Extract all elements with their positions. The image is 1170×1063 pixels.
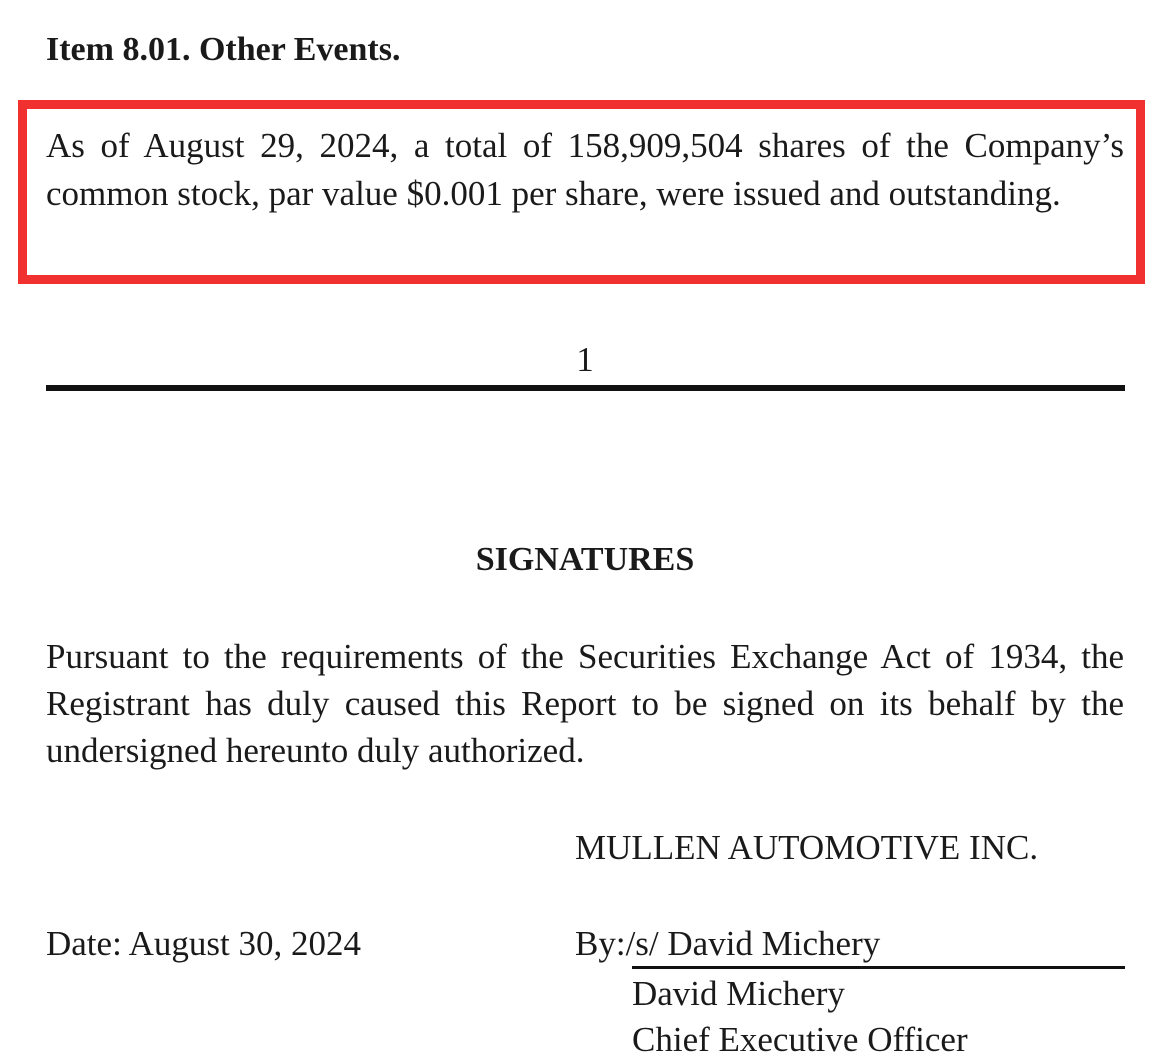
signature-date: Date: August 30, 2024 (46, 924, 361, 963)
company-name: MULLEN AUTOMOTIVE INC. (575, 828, 1039, 867)
signer-title: Chief Executive Officer (632, 1020, 968, 1059)
signatures-title: SIGNATURES (475, 541, 695, 578)
signer-name: David Michery (632, 974, 845, 1013)
page-number: 1 (576, 340, 594, 379)
page-divider (46, 385, 1125, 391)
highlighted-paragraph: As of August 29, 2024, a total of 158,909,504 shares of the Company’s common stock, par value $0.001 per share, were issued and outstanding. (46, 126, 1124, 213)
item-heading: Item 8.01. Other Events. (46, 31, 401, 68)
signatures-paragraph: Pursuant to the requirements of the Securities Exchange Act of 1934, the Registrant has duly caused this Report to be signed on its behalf by the undersigned hereunto duly authorized. (46, 637, 1124, 770)
signature-by-line: By:/s/ David Michery (575, 924, 881, 963)
signature-rule (632, 966, 1125, 969)
